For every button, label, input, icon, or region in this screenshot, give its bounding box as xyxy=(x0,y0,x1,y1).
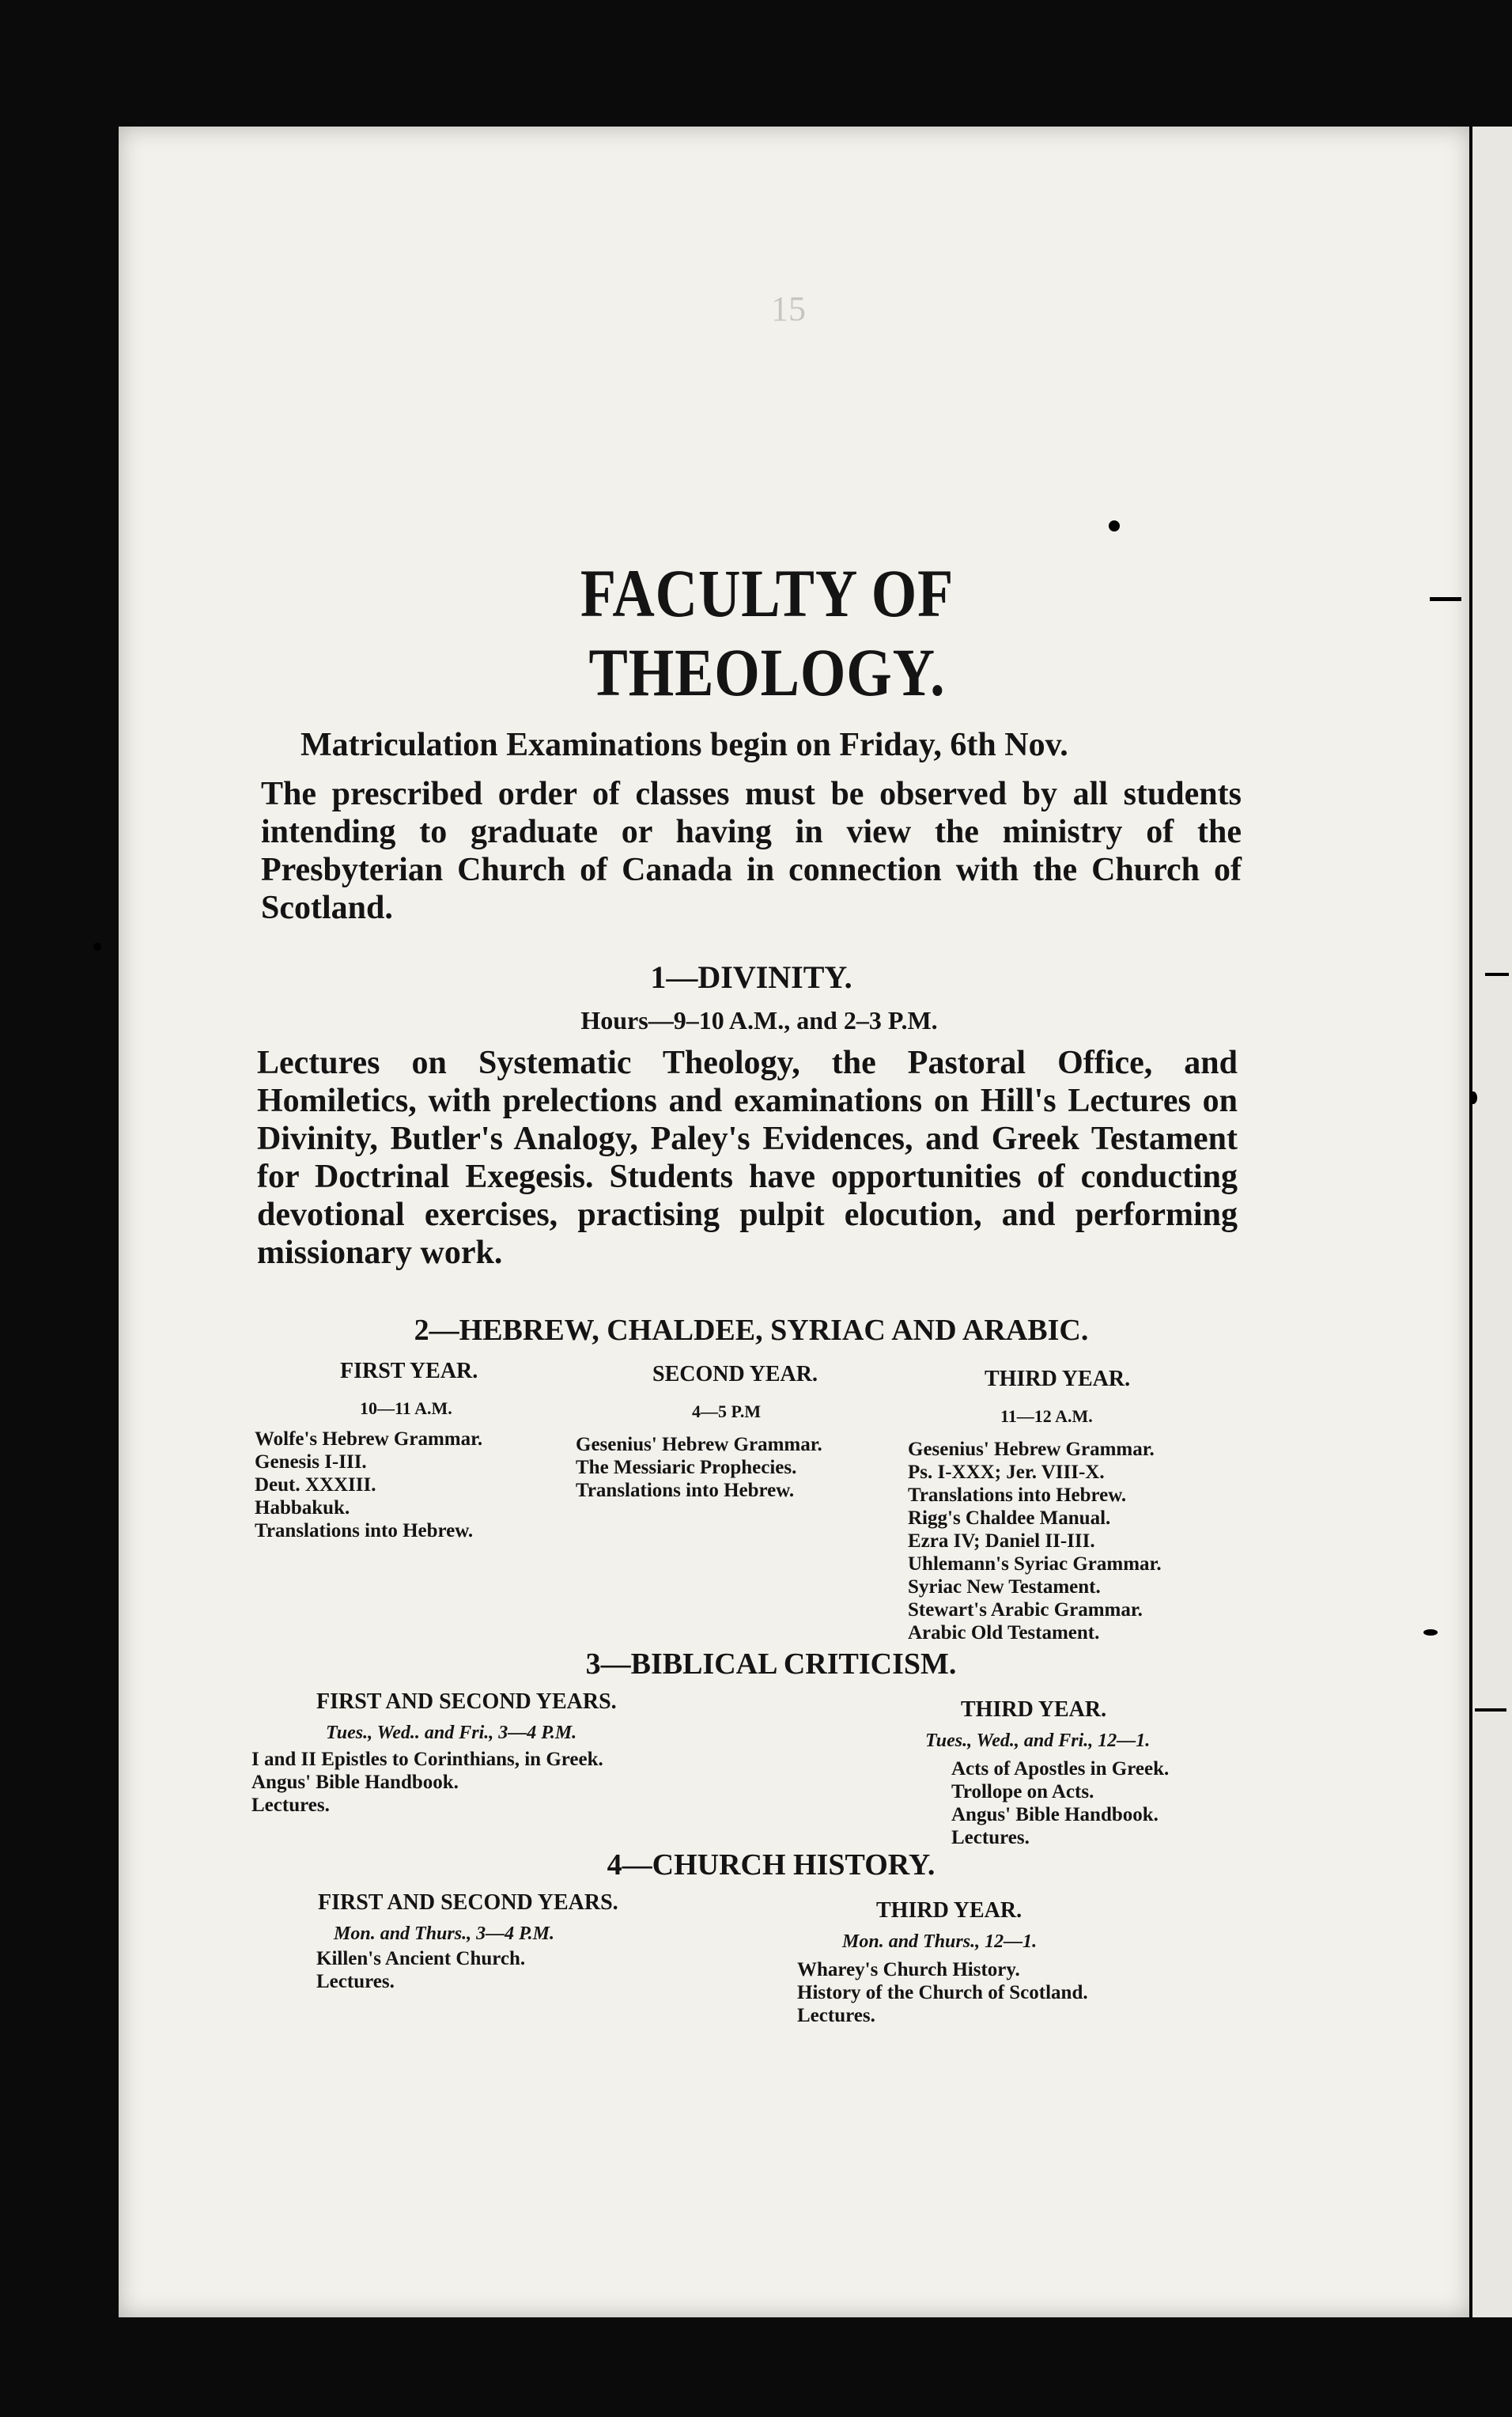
page-edge-line xyxy=(1469,127,1472,2317)
hebrew-heading: 2—HEBREW, CHALDEE, SYRIAC AND ARABIC. xyxy=(414,1314,1089,1347)
binding-mark xyxy=(1485,973,1509,976)
list-item: Gesenius' Hebrew Grammar. xyxy=(908,1439,1155,1460)
list-item: Acts of Apostles in Greek. xyxy=(951,1758,1170,1780)
hebrew-first-year-list xyxy=(255,1428,482,1542)
criticism-first-second-list xyxy=(251,1748,603,1817)
list-item: Deut. XXXIII. xyxy=(255,1474,376,1496)
history-first-second-list xyxy=(316,1947,525,1993)
history-third-year-time: Mon. and Thurs., 12—1. xyxy=(842,1931,1038,1952)
ink-spot xyxy=(1423,1629,1438,1636)
hebrew-first-year-title: FIRST YEAR. xyxy=(340,1359,478,1383)
criticism-third-year-time: Tues., Wed., and Fri., 12—1. xyxy=(925,1730,1151,1751)
list-item: Lectures. xyxy=(797,2005,875,2026)
list-item: Ps. I-XXX; Jer. VIII-X. xyxy=(908,1462,1105,1483)
list-item: Lectures. xyxy=(251,1795,330,1816)
list-item: The Messiaric Prophecies. xyxy=(576,1457,797,1478)
church-history-heading: 4—CHURCH HISTORY. xyxy=(607,1848,936,1882)
ink-spot xyxy=(93,943,101,951)
intro-paragraph: The prescribed order of classes must be observed by all students intending to graduate or having in view the ministry of the Presbyterian Church of Canada in connection with the Church of Scotland. xyxy=(261,776,1242,926)
divinity-text: Lectures on Systematic Theology, the Pastoral Office, and Homiletics, with prelections and examinations on Hill's Lectures on Divinity, Butler's Analogy, Paley's Evidences, and Greek Testament for Doctrinal Exegesis. Students have opportunities of conducting devotional exercises, practising pulpit elocution, and performing missionary work. xyxy=(257,1045,1238,1271)
list-item: Translations into Hebrew. xyxy=(255,1520,474,1541)
list-item: Rigg's Chaldee Manual. xyxy=(908,1507,1111,1529)
history-third-year-title: THIRD YEAR. xyxy=(876,1898,1022,1923)
hebrew-second-year-title: SECOND YEAR. xyxy=(652,1362,818,1386)
hebrew-second-year-time: 4—5 P.M xyxy=(692,1401,762,1421)
hebrew-third-year-title: THIRD YEAR. xyxy=(985,1367,1131,1391)
list-item: Gesenius' Hebrew Grammar. xyxy=(576,1434,822,1455)
divinity-heading: 1—DIVINITY. xyxy=(650,959,852,995)
list-item: Ezra IV; Daniel II-III. xyxy=(908,1530,1095,1552)
list-item: Habbakuk. xyxy=(255,1497,350,1519)
list-item: Wolfe's Hebrew Grammar. xyxy=(255,1428,483,1450)
ink-spot xyxy=(1469,1091,1477,1104)
history-third-year-list xyxy=(797,1958,1088,2027)
list-item: Arabic Old Testament. xyxy=(908,1622,1100,1643)
criticism-first-second-title: FIRST AND SECOND YEARS. xyxy=(316,1689,617,1714)
list-item: Lectures. xyxy=(316,1971,395,1992)
history-first-second-time: Mon. and Thurs., 3—4 P.M. xyxy=(334,1923,554,1944)
divinity-hours: Hours—9–10 A.M., and 2–3 P.M. xyxy=(580,1006,938,1035)
ink-spot xyxy=(1109,520,1120,531)
list-item: Killen's Ancient Church. xyxy=(316,1948,526,1969)
list-item: Uhlemann's Syriac Grammar. xyxy=(908,1553,1162,1575)
hebrew-third-year-time: 11—12 A.M. xyxy=(1000,1406,1093,1426)
list-item: Wharey's Church History. xyxy=(797,1959,1020,1980)
list-item: Trollope on Acts. xyxy=(951,1781,1094,1802)
list-item: Syriac New Testament. xyxy=(908,1576,1101,1598)
list-item: I and II Epistles to Corinthians, in Greek. xyxy=(251,1749,603,1770)
list-item: Angus' Bible Handbook. xyxy=(251,1772,459,1793)
criticism-third-year-list xyxy=(951,1757,1169,1849)
criticism-first-second-time: Tues., Wed.. and Fri., 3—4 P.M. xyxy=(326,1723,577,1743)
binding-mark xyxy=(1475,1708,1506,1712)
list-item: Genesis I-III. xyxy=(255,1451,367,1473)
hebrew-first-year-time: 10—11 A.M. xyxy=(360,1398,452,1418)
list-item: Lectures. xyxy=(951,1827,1030,1848)
history-first-second-title: FIRST AND SECOND YEARS. xyxy=(318,1890,618,1915)
hebrew-second-year-list xyxy=(576,1433,822,1502)
criticism-heading: 3—BIBLICAL CRITICISM. xyxy=(585,1647,957,1681)
criticism-third-year-title: THIRD YEAR. xyxy=(961,1697,1107,1722)
page-title: FACULTY OF THEOLOGY. xyxy=(580,555,954,710)
matriculation-line: Matriculation Examinations begin on Friday, 6th Nov. xyxy=(301,727,1068,763)
page-number: 15 xyxy=(771,289,806,328)
list-item: Stewart's Arabic Grammar. xyxy=(908,1599,1143,1621)
list-item: Translations into Hebrew. xyxy=(576,1480,795,1501)
list-item: Translations into Hebrew. xyxy=(908,1485,1127,1506)
hebrew-third-year-list xyxy=(908,1438,1162,1644)
list-item: History of the Church of Scotland. xyxy=(797,1982,1088,2003)
list-item: Angus' Bible Handbook. xyxy=(951,1804,1159,1825)
binding-mark xyxy=(1430,597,1461,601)
